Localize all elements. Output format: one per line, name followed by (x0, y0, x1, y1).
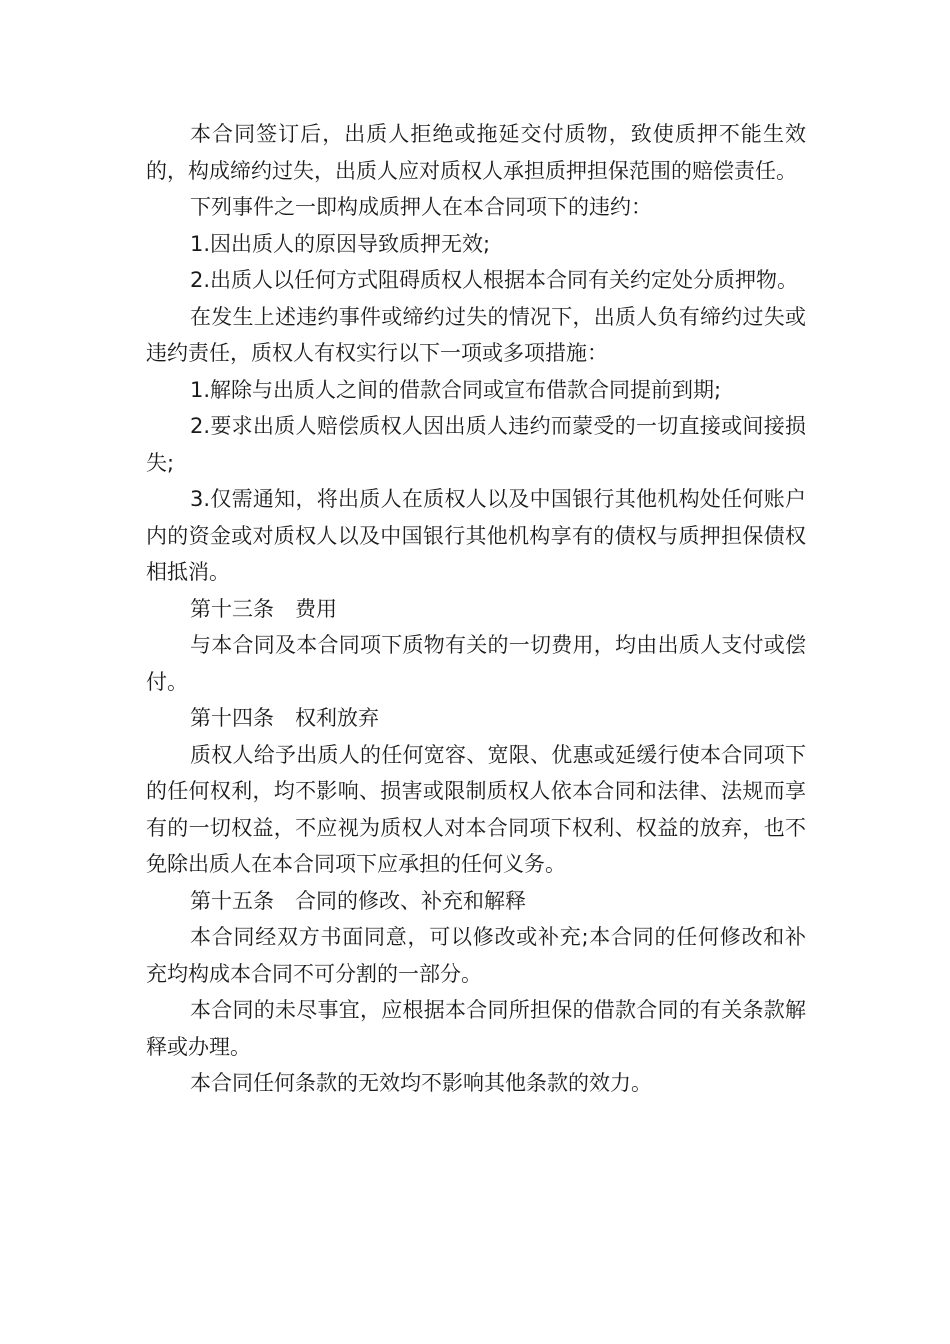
list-item-breach-2: 2.出质人以任何方式阻碍质权人根据本合同有关约定处分质押物。 (190, 268, 799, 292)
article-13-heading: 第十三条 费用 (190, 596, 337, 621)
document-body (146, 116, 806, 1102)
list-item-remedy-2: 2.要求出质人赔偿质权人因出质人违约而蒙受的一切直接或间接损失; (146, 414, 806, 475)
paragraph-remedies-intro: 在发生上述违约事件或缔约过失的情况下，出质人负有缔约过失或违约责任，质权人有权实行以下一项或多项措施： (146, 304, 806, 365)
list-item-remedy-3: 3.仅需通知，将出质人在质权人以及中国银行其他机构处任何账户内的资金或对质权人以及中国银行其他机构享有的债权与质押担保债权相抵消。 (146, 487, 806, 584)
article-15-body-amendment: 本合同经双方书面同意，可以修改或补充;本合同的任何修改和补充均构成本合同不可分割的一部分。 (146, 925, 806, 986)
article-14-heading: 第十四条 权利放弃 (190, 706, 379, 730)
article-15-body-severability: 本合同任何条款的无效均不影响其他条款的效力。 (190, 1071, 652, 1095)
article-15-heading: 第十五条 合同的修改、补充和解释 (190, 888, 526, 913)
article-14-body: 质权人给予出质人的任何宽容、宽限、优惠或延缓行使本合同项下的任何权利，均不影响、损害或限制质权人依本合同和法律、法规而享有的一切权益，不应视为质权人对本合同项下权利、权益的放弃，也不免除出质人在本合同项下应承担的任何义务。 (146, 742, 806, 876)
paragraph-breach-events-intro: 下列事件之一即构成质押人在本合同项下的违约： (190, 195, 652, 219)
paragraph-failure-to-deliver: 本合同签订后，出质人拒绝或拖延交付质物，致使质押不能生效的，构成缔约过失，出质人应对质权人承担质押担保范围的赔偿责任。 (146, 122, 806, 183)
list-item-remedy-1: 1.解除与出质人之间的借款合同或宣布借款合同提前到期; (190, 377, 722, 402)
article-15-body-interpretation: 本合同的未尽事宜，应根据本合同所担保的借款合同的有关条款解释或办理。 (146, 998, 806, 1059)
list-item-breach-1: 1.因出质人的原因导致质押无效; (190, 231, 491, 256)
article-13-body: 与本合同及本合同项下质物有关的一切费用，均由出质人支付或偿付。 (146, 633, 806, 694)
